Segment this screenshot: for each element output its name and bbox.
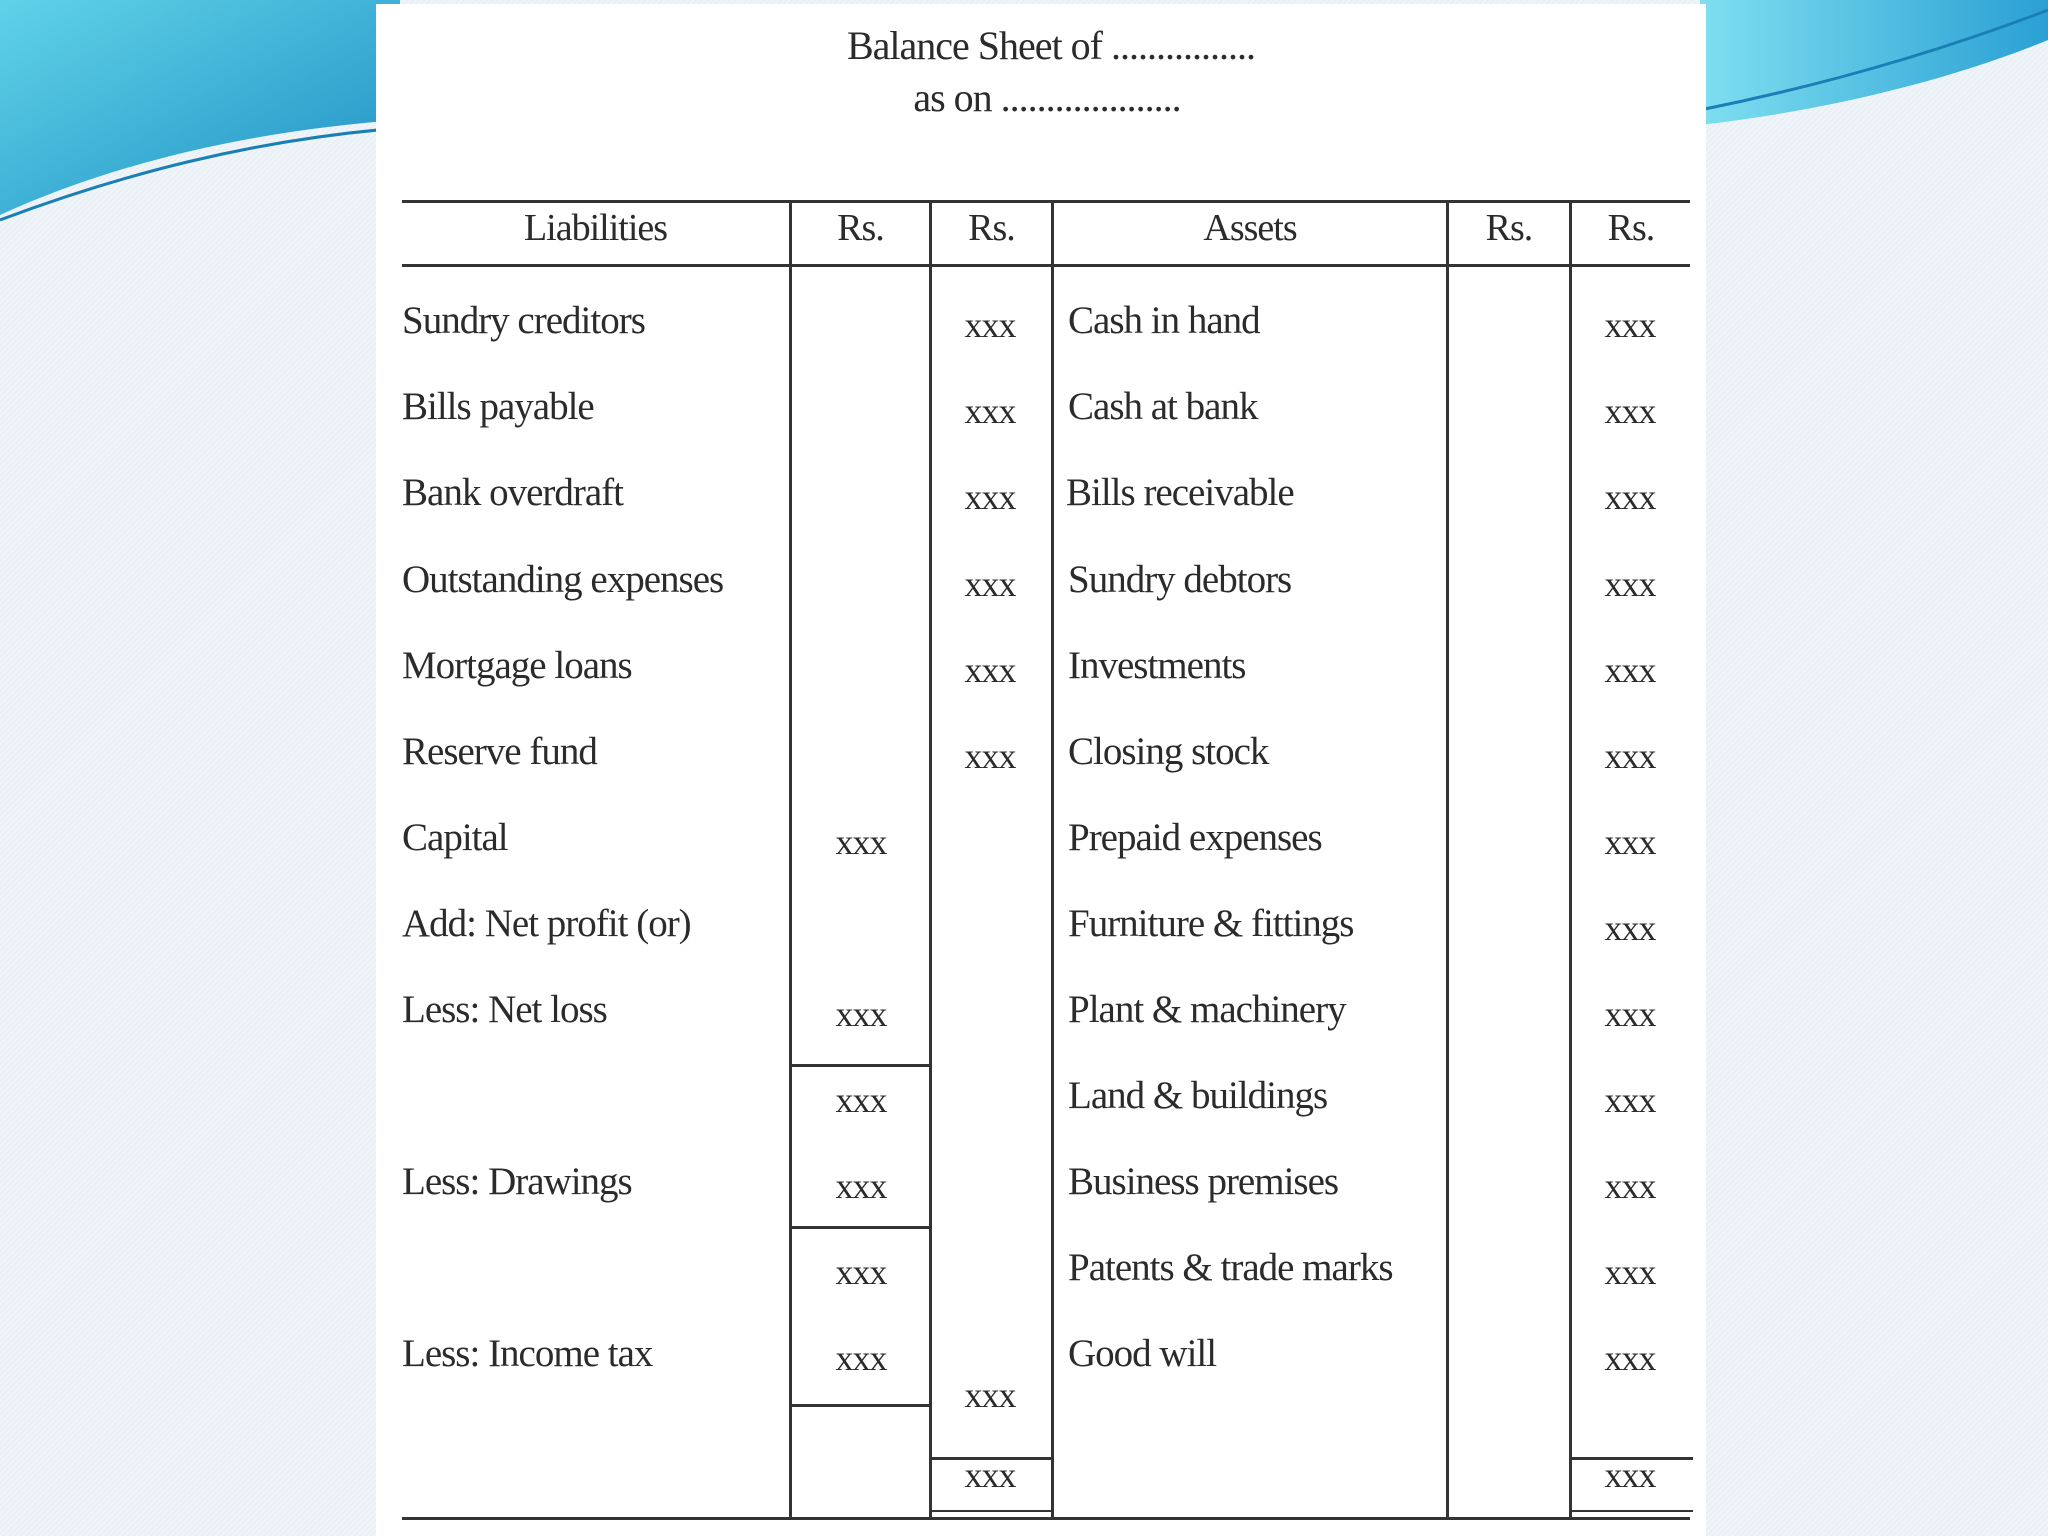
sundry-creditors-amount: xxx <box>964 305 1016 345</box>
liability-reserve-fund: Reserve fund <box>402 730 597 773</box>
capital-net-amount: xxx <box>964 1375 1016 1415</box>
total-double-rule <box>1569 1510 1693 1512</box>
cash-in-hand-amount: xxx <box>1604 305 1656 345</box>
asset-cash-at-bank: Cash at bank <box>1068 385 1258 428</box>
capital-subtotal-1: xxx <box>835 1080 887 1120</box>
column-rule <box>929 200 932 1520</box>
header-assets: Assets <box>1203 207 1297 249</box>
investments-amount: xxx <box>1604 650 1656 690</box>
furniture-fittings-amount: xxx <box>1604 908 1656 948</box>
patents-trade-marks-amount: xxx <box>1604 1252 1656 1292</box>
mortgage-loans-amount: xxx <box>964 650 1016 690</box>
closing-stock-amount: xxx <box>1604 736 1656 776</box>
column-rule <box>1446 200 1449 1520</box>
asset-investments: Investments <box>1068 644 1246 687</box>
liability-less-drawings: Less: Drawings <box>402 1160 632 1203</box>
header-liab-rs-inner: Rs. <box>837 207 884 249</box>
column-rule <box>1051 200 1054 1520</box>
cash-at-bank-amount: xxx <box>1604 391 1656 431</box>
header-bottom-rule <box>402 264 1690 267</box>
total-double-rule <box>929 1510 1053 1512</box>
asset-furniture-fittings: Furniture & fittings <box>1068 902 1354 945</box>
sheet-date-line: as on .................... <box>913 75 1181 120</box>
liabilities-total: xxx <box>964 1455 1016 1495</box>
net-loss-amount: xxx <box>835 994 887 1034</box>
sundry-debtors-amount: xxx <box>1604 564 1656 604</box>
header-asset-rs-inner: Rs. <box>1485 207 1533 249</box>
liability-less-net-loss: Less: Net loss <box>402 988 607 1031</box>
liability-less-income-tax: Less: Income tax <box>402 1332 653 1375</box>
liability-capital: Capital <box>402 816 508 859</box>
good-will-amount: xxx <box>1604 1338 1656 1378</box>
business-premises-amount: xxx <box>1604 1166 1656 1206</box>
bank-overdraft-amount: xxx <box>964 477 1016 517</box>
liability-add-net-profit: Add: Net profit (or) <box>402 902 691 945</box>
capital-amount: xxx <box>835 822 887 862</box>
table-bottom-rule <box>402 1517 1690 1520</box>
bills-payable-amount: xxx <box>964 391 1016 431</box>
liability-sundry-creditors: Sundry creditors <box>402 299 645 342</box>
header-liabilities: Liabilities <box>523 207 668 249</box>
liability-mortgage-loans: Mortgage loans <box>402 644 632 687</box>
asset-closing-stock: Closing stock <box>1068 730 1269 773</box>
asset-plant-machinery: Plant & machinery <box>1068 988 1346 1031</box>
column-rule <box>789 200 792 1520</box>
asset-bills-receivable: Bills receivable <box>1066 471 1294 514</box>
header-asset-rs-outer: Rs. <box>1607 207 1655 249</box>
reserve-fund-amount: xxx <box>964 736 1016 776</box>
sheet-title: Balance Sheet of ................ <box>847 23 1255 68</box>
outstanding-expenses-amount: xxx <box>964 564 1016 604</box>
drawings-amount: xxx <box>835 1166 887 1206</box>
bills-receivable-amount: xxx <box>1604 477 1656 517</box>
income-tax-amount: xxx <box>835 1338 887 1378</box>
table-top-rule <box>402 200 1690 203</box>
asset-business-premises: Business premises <box>1068 1160 1339 1203</box>
asset-land-buildings: Land & buildings <box>1068 1074 1328 1117</box>
asset-cash-in-hand: Cash in hand <box>1068 299 1260 342</box>
subtotal-rule <box>789 1226 931 1229</box>
asset-patents-trade-marks: Patents & trade marks <box>1068 1246 1393 1289</box>
asset-good-will: Good will <box>1068 1332 1217 1375</box>
subtotal-rule <box>789 1064 931 1067</box>
prepaid-expenses-amount: xxx <box>1604 822 1656 862</box>
asset-sundry-debtors: Sundry debtors <box>1068 558 1292 601</box>
assets-total: xxx <box>1604 1455 1656 1495</box>
liability-bills-payable: Bills payable <box>402 385 594 428</box>
land-buildings-amount: xxx <box>1604 1080 1656 1120</box>
plant-machinery-amount: xxx <box>1604 994 1656 1034</box>
column-rule <box>1569 200 1572 1520</box>
asset-prepaid-expenses: Prepaid expenses <box>1068 816 1322 859</box>
capital-subtotal-2: xxx <box>835 1252 887 1292</box>
subtotal-rule <box>789 1404 931 1407</box>
liability-outstanding-expenses: Outstanding expenses <box>402 558 724 601</box>
balance-sheet <box>376 4 1706 1536</box>
liability-bank-overdraft: Bank overdraft <box>402 471 623 514</box>
header-liab-rs-outer: Rs. <box>968 207 1015 249</box>
